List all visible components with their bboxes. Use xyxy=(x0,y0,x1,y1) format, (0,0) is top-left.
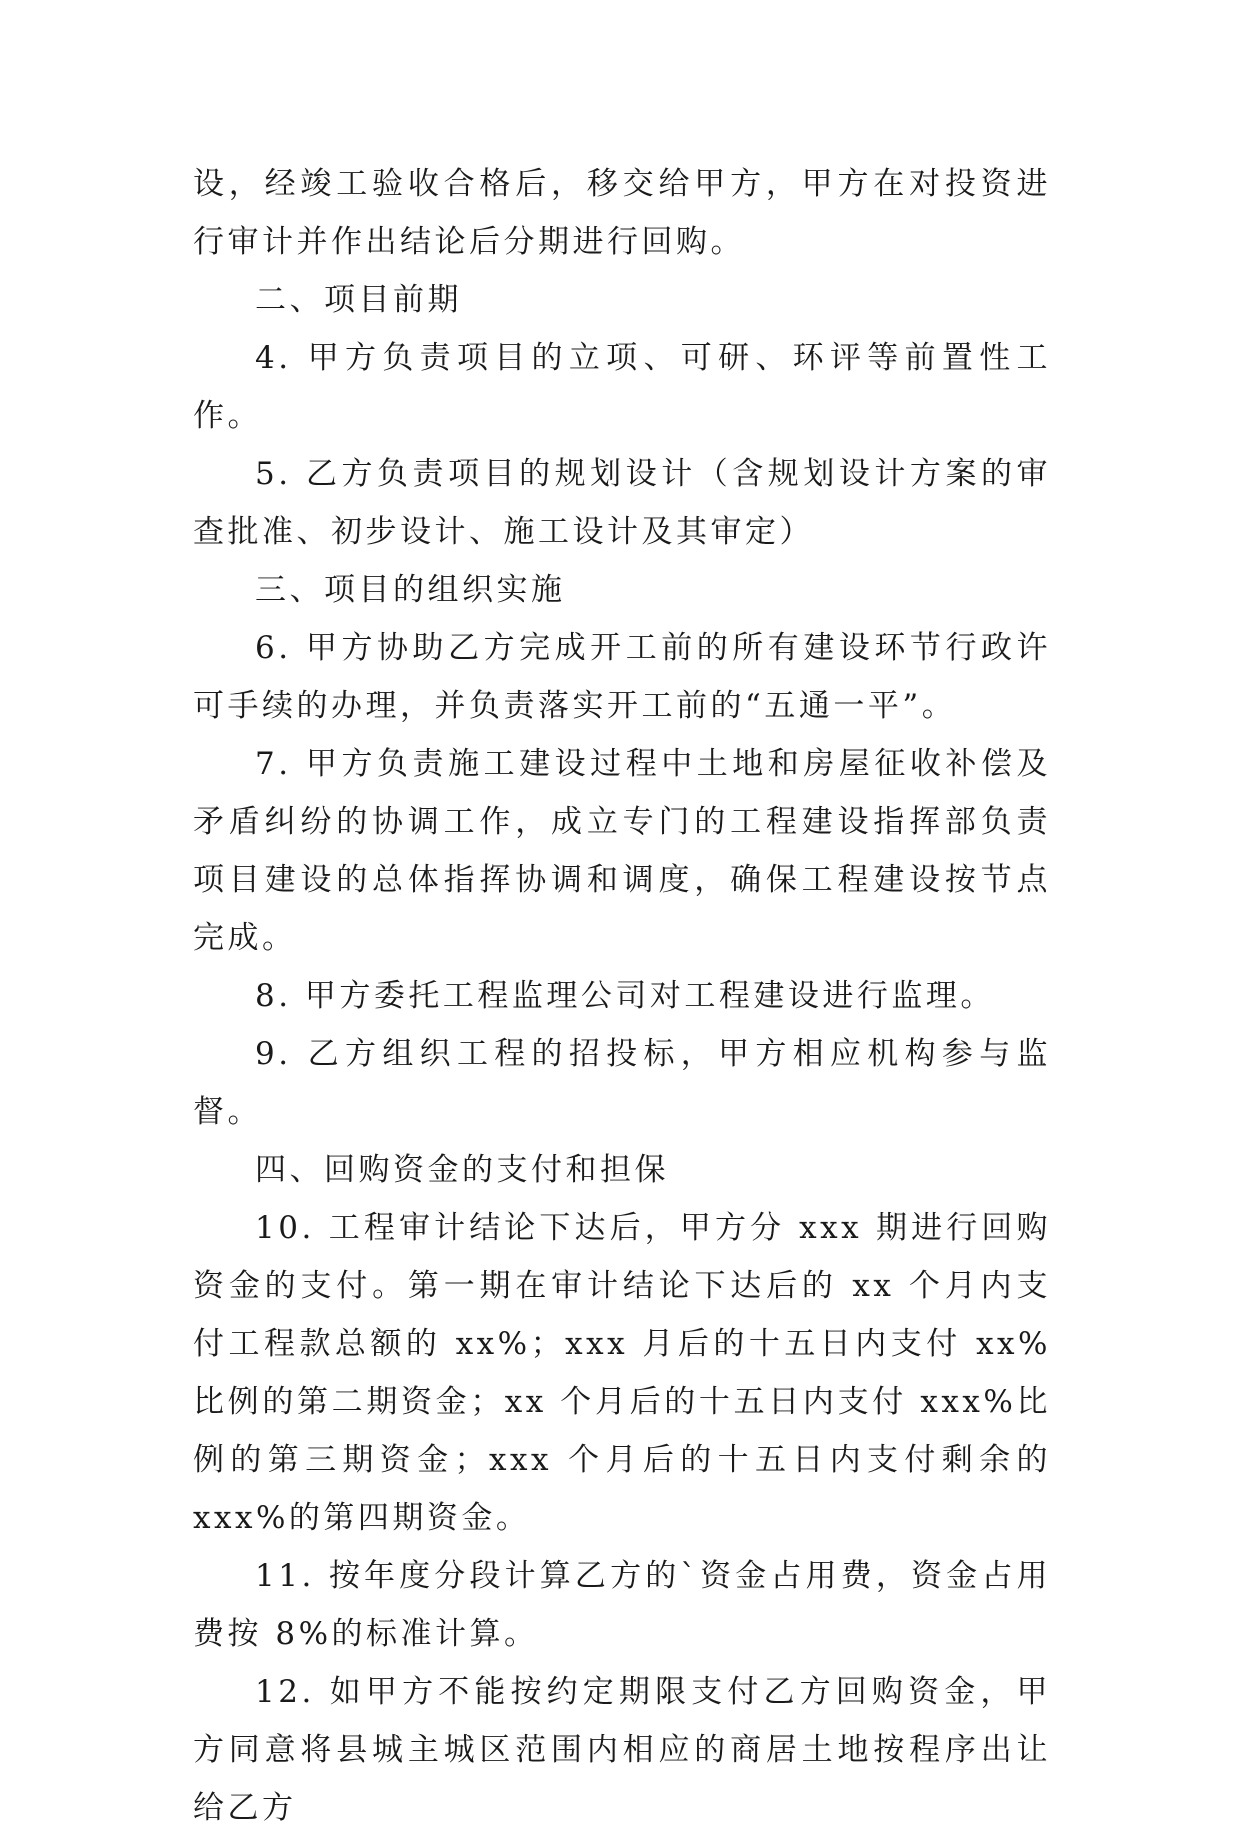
section-heading-4: 四、回购资金的支付和担保 xyxy=(255,1152,669,1188)
clause-8: 8. 甲方委托工程监理公司对工程建设进行监理。 xyxy=(255,978,995,1014)
clause-5: 5. 乙方负责项目的规划设计（含规划设计方案的审查批准、初步设计、施工设计及其审定） xyxy=(193,456,1051,550)
clause-9: 9. 乙方组织工程的招投标，甲方相应机构参与监督。 xyxy=(193,1036,1051,1130)
section-heading-2: 二、项目前期 xyxy=(255,282,462,318)
clause-11: 11. 按年度分段计算乙方的`资金占用费，资金占用费按 8%的标准计算。 xyxy=(193,1558,1051,1652)
paragraph-continuation: 设，经竣工验收合格后，移交给甲方，甲方在对投资进行审计并作出结论后分期进行回购。 xyxy=(193,166,1051,260)
section-heading-3: 三、项目的组织实施 xyxy=(255,572,566,608)
clause-10: 10. 工程审计结论下达后，甲方分 xxx 期进行回购资金的支付。第一期在审计结论下达后的 xx 个月内支付工程款总额的 xx%；xxx 月后的十五日内支付 xx%比例的第二期资金；xx 个月后的十五日内支付 xxx%比例的第三期资金；xxx 个月后的十五日内支付剩余的 xxx%的第四期资金。 xyxy=(193,1210,1051,1536)
document-body xyxy=(193,155,1051,1837)
clause-4: 4. 甲方负责项目的立项、可研、环评等前置性工作。 xyxy=(193,340,1051,434)
clause-7: 7. 甲方负责施工建设过程中土地和房屋征收补偿及矛盾纠纷的协调工作，成立专门的工程建设指挥部负责项目建设的总体指挥协调和调度，确保工程建设按节点完成。 xyxy=(193,746,1051,956)
clause-12: 12. 如甲方不能按约定期限支付乙方回购资金，甲方同意将县城主城区范围内相应的商居土地按程序出让给乙方 xyxy=(193,1674,1051,1826)
clause-6: 6. 甲方协助乙方完成开工前的所有建设环节行政许可手续的办理，并负责落实开工前的“五通一平”。 xyxy=(193,630,1051,724)
